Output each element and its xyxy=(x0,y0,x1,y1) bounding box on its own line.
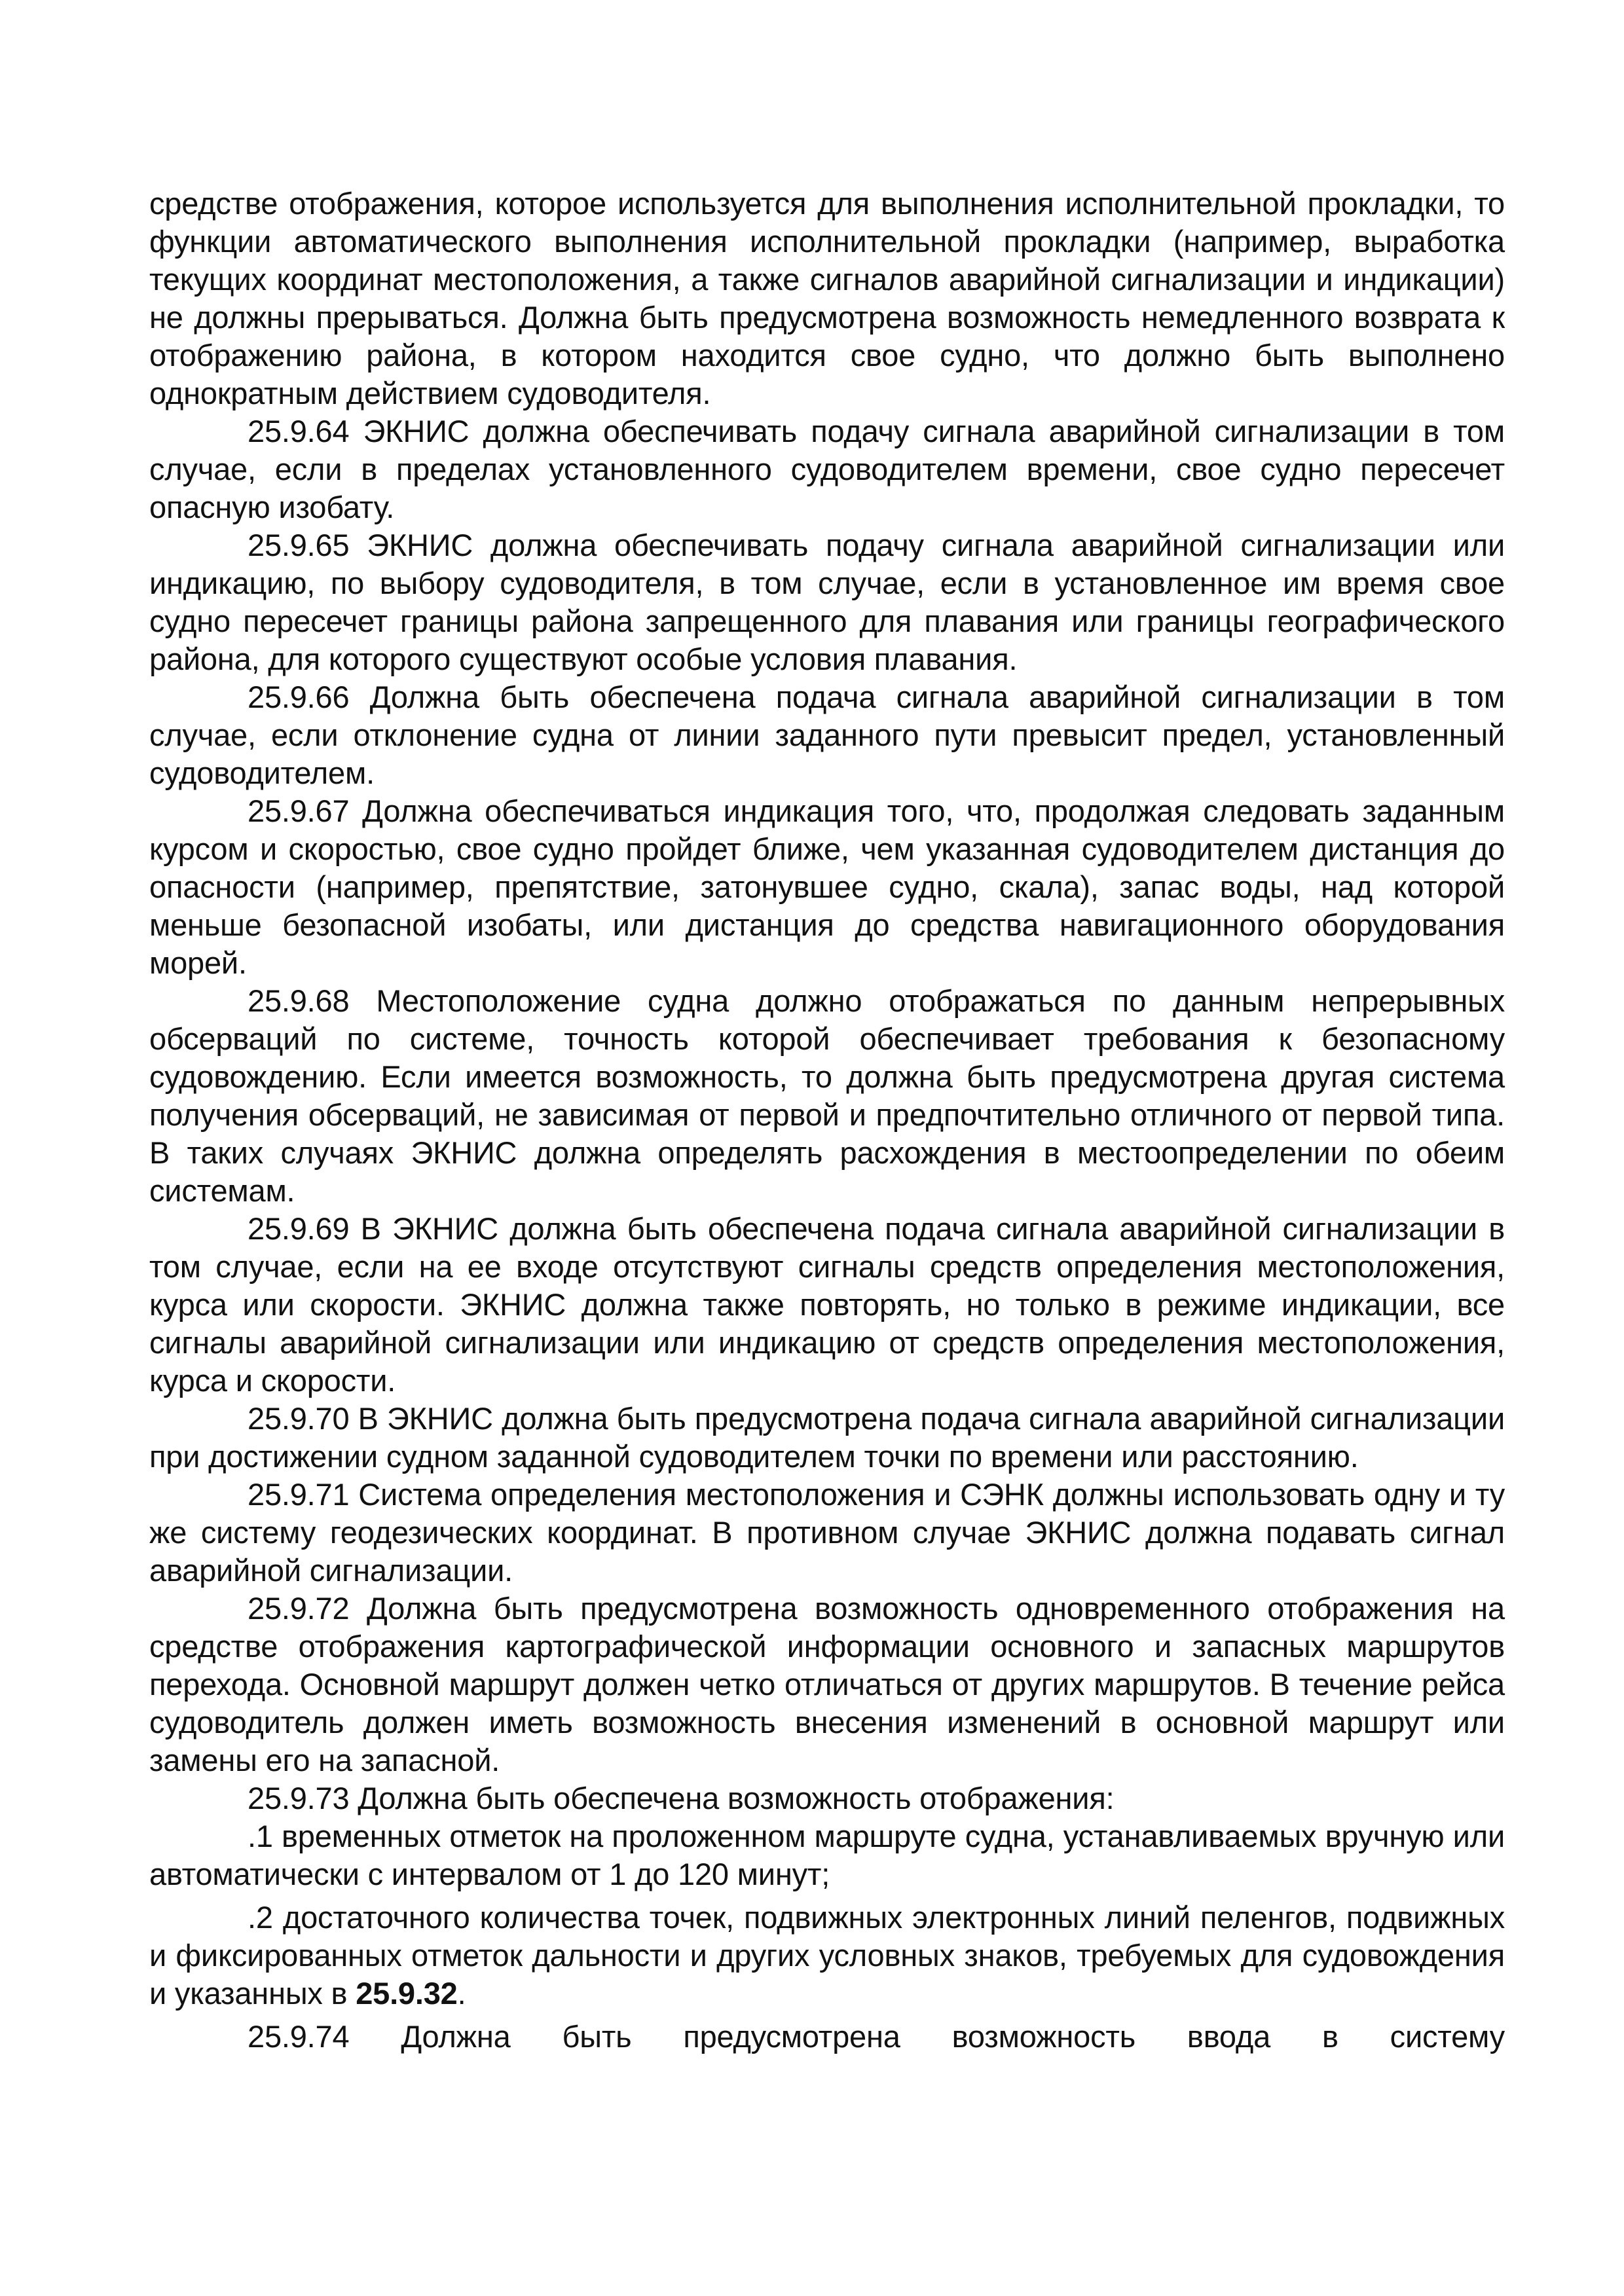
list-item-2-text: .2 достаточного количества точек, подвижных электронных линий пеленгов, подвижных и фиксированных отметок дальности и других условных знаков, требуемых для судовождения и указанных в xyxy=(149,1900,1505,2011)
paragraph-25-9-66: 25.9.66 Должна быть обеспечена подача сигнала аварийной сигнализации в том случае, если отклонение судна от линии заданного пути превысит предел, установленный судоводителем. xyxy=(149,680,1505,790)
list-item-2-end: . xyxy=(457,1976,466,2011)
paragraph-25-9-70: 25.9.70 В ЭКНИС должна быть предусмотрена подача сигнала аварийной сигнализации при достижении судном заданной судоводителем точки по времени или расстоянию. xyxy=(149,1401,1505,1474)
paragraph-continuation: средстве отображения, которое используется для выполнения исполнительной прокладки, то функции автоматического выполнения исполнительной прокладки (например, выработка текущих координат местоположения, а также сигналов аварийной сигнализации и индикации) не должны прерываться. Должна быть предусмотрена возможность немедленного возврата к отображению района, в котором находится свое судно, что должно быть выполнено однократным действием судоводителя. xyxy=(149,186,1505,410)
paragraph-25-9-72: 25.9.72 Должна быть предусмотрена возможность одновременного отображения на средстве отображения картографической информации основного и запасных маршрутов перехода. Основной маршрут должен четко отличаться от других маршрутов. В течение рейса судоводитель должен иметь возможность внесения изменений в основной маршрут или замены его на запасной. xyxy=(149,1591,1505,1777)
paragraph-25-9-67: 25.9.67 Должна обеспечиваться индикация того, что, продолжая следовать заданным курсом и скоростью, свое судно пройдет ближе, чем указанная судоводителем дистанция до опасности (например, препятствие, затонувшее судно, скала), запас воды, над которой меньше безопасной изобаты, или дистанция до средства навигационного оборудования морей. xyxy=(149,793,1505,980)
paragraph-25-9-69: 25.9.69 В ЭКНИС должна быть обеспечена подача сигнала аварийной сигнализации в том случае, если на ее входе отсутствуют сигналы средств определения местоположения, курса или скорости. ЭКНИС должна также повторять, но только в режиме индикации, все сигналы аварийной сигнализации или индикацию от средств определения местоположения, курса и скорости. xyxy=(149,1211,1505,1398)
paragraph-25-9-64: 25.9.64 ЭКНИС должна обеспечивать подачу сигнала аварийной сигнализации в том случае, если в пределах установленного судоводителем времени, свое судно пересечет опасную изобату. xyxy=(149,414,1505,524)
list-item-1: .1 временных отметок на проложенном маршруте судна, устанавливаемых вручную или автоматически с интервалом от 1 до 120 минут; xyxy=(149,1819,1505,1891)
paragraph-25-9-71: 25.9.71 Система определения местоположения и СЭНК должны использовать одну и ту же систему геодезических координат. В противном случае ЭКНИС должна подавать сигнал аварийной сигнализации. xyxy=(149,1477,1505,1588)
paragraph-25-9-74: 25.9.74 Должна быть предусмотрена возможность ввода в систему xyxy=(248,2019,1505,2054)
paragraph-25-9-73: 25.9.73 Должна быть обеспечена возможность отображения: xyxy=(248,1781,1115,1815)
document-page xyxy=(149,185,1505,2056)
list-item-2 xyxy=(149,1899,1505,2013)
paragraph-25-9-68: 25.9.68 Местоположение судна должно отображаться по данным непрерывных обсерваций по системе, точность которой обеспечивает требования к безопасному судовождению. Если имеется возможность, то должна быть предусмотрена другая система получения обсерваций, не зависимая от первой и предпочтительно отличного от первой типа. В таких случаях ЭКНИС должна определять расхождения в местоопределении по обеим системам. xyxy=(149,983,1505,1208)
paragraph-25-9-65: 25.9.65 ЭКНИС должна обеспечивать подачу сигнала аварийной сигнализации или индикацию, по выбору судоводителя, в том случае, если в установленное им время свое судно пересечет границы района запрещенного для плавания или границы географического района, для которого существуют особые условия плавания. xyxy=(149,528,1505,676)
reference-25-9-32: 25.9.32 xyxy=(356,1976,458,2011)
